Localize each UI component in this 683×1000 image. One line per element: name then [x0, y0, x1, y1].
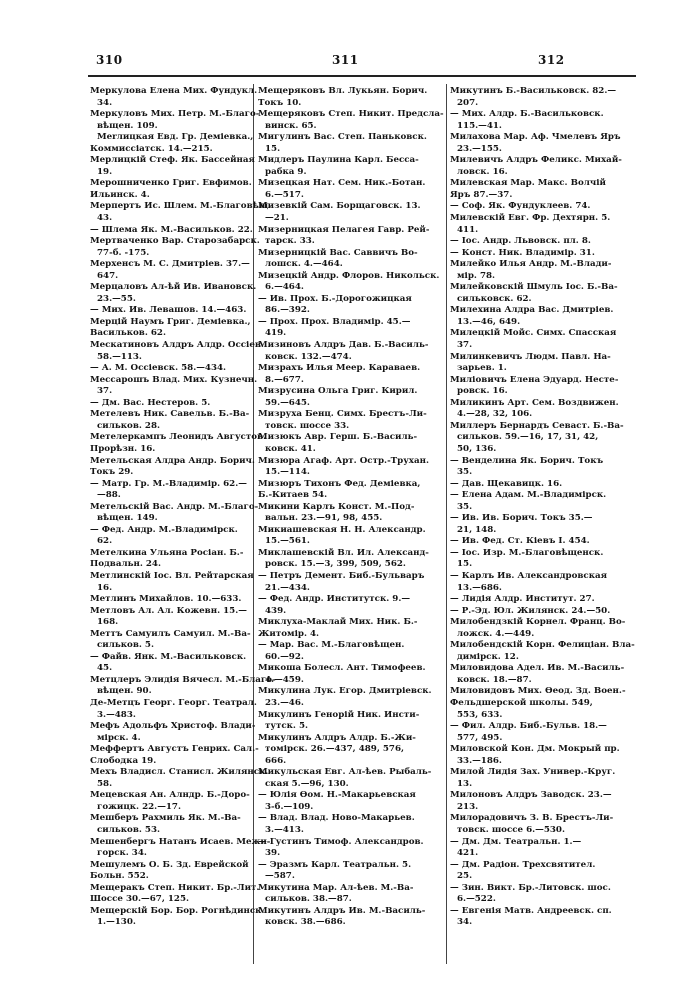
directory-entry-line: Милейковскій Шмуль Іос. Б.-Ва-: [450, 282, 618, 293]
directory-entry-line: — Мар. Вас. М.-Благовѣщен.: [258, 640, 405, 651]
directory-entry-line: Метлинскій Іос. Вл. Рейтарская: [90, 570, 254, 581]
directory-entry-line: тутск. 5.: [265, 721, 309, 732]
directory-entry-line: — Мих. Алдр. Б.-Васильковск.: [450, 109, 604, 120]
directory-column-3: [450, 86, 638, 966]
directory-entry-line: Б.-Китаев 54.: [258, 490, 328, 501]
directory-entry-line: рабка 9.: [265, 166, 307, 177]
directory-entry-line: Милехина Алдра Вас. Дмитріев.: [450, 305, 614, 316]
directory-entry-line: Милобендзкій Корнел. Франц. Во-: [450, 617, 626, 628]
directory-entry-line: Микутинъ Алдръ Ив. М.-Василь-: [258, 905, 426, 916]
header-rule: [88, 75, 636, 77]
directory-entry-line: вѣщен. 90.: [97, 686, 152, 697]
directory-entry-line: —587.: [265, 871, 295, 882]
directory-entry-line: Больн. 552.: [90, 871, 149, 882]
directory-entry-line: 21, 148.: [457, 524, 497, 535]
directory-entry-line: Мешулемъ О. Б. Зд. Еврейской: [90, 859, 249, 870]
directory-entry-line: ровск. 15.—3, 399, 509, 562.: [265, 559, 406, 570]
directory-entry-line: — Фед. Андр. М.-Владимірск.: [90, 524, 238, 535]
directory-entry-line: Мещерскій Бор. Бор. Рогнѣдинск.: [90, 905, 265, 916]
directory-entry-line: Микиашевская Н. Н. Александр.: [258, 524, 426, 535]
directory-entry-line: Мизецкая Нат. Сем. Ник.-Ботан.: [258, 178, 426, 189]
directory-entry-line: Милоновъ Алдръ Заводск. 23.—: [450, 790, 612, 801]
directory-entry-line: Миликинъ Арт. Сем. Воздвижен.: [450, 397, 619, 408]
directory-entry-line: Токъ 29.: [90, 467, 134, 478]
directory-entry-line: Метельская Алдра Андр. Борич.: [90, 455, 255, 466]
directory-entry-line: 207.: [457, 97, 479, 108]
directory-entry-line: 13.: [457, 778, 473, 789]
directory-entry-line: — Густинъ Тимоф. Александров.: [258, 836, 424, 847]
directory-entry-line: Метлинъ Михайлов. 10.—633.: [90, 594, 242, 605]
directory-entry-line: Метелеркампъ Леонидъ Августов.: [90, 432, 267, 443]
directory-entry-line: Микутина Мар. Ал-ѣев. М.-Ва-: [258, 882, 414, 893]
directory-entry-line: Микулина Лук. Егор. Дмитріевск.: [258, 686, 432, 697]
directory-entry-line: Миловской Кон. Дм. Мокрый пр.: [450, 744, 620, 755]
directory-entry-line: сильков. 28.: [97, 420, 161, 431]
page-number-middle: 311: [332, 53, 359, 67]
directory-entry-line: Мешберъ Рахмиль Як. М.-Ва-: [90, 813, 241, 824]
directory-entry-line: Миклашевскій Вл. Ил. Александ-: [258, 547, 429, 558]
directory-entry-line: 553, 633.: [457, 709, 503, 720]
directory-entry-line: Мерошниченко Григ. Евфимов.: [90, 178, 252, 189]
page-number-left: 310: [96, 53, 123, 67]
directory-entry-line: — Прох. Прох. Владимір. 45.—: [258, 316, 411, 327]
directory-entry-line: Меффертъ Августъ Генрих. Сал.-: [90, 744, 259, 755]
directory-entry-line: Яръ 87.—37.: [450, 189, 513, 200]
directory-entry-line: сильковск. 62.: [457, 293, 532, 304]
directory-entry-line: Васильков. 62.: [90, 328, 166, 339]
directory-entry-line: 15.: [457, 559, 473, 570]
directory-entry-line: 60.—92.: [265, 651, 304, 662]
directory-entry-line: томірск. 26.—437, 489, 576,: [265, 744, 405, 755]
directory-entry-line: гожицк. 22.—17.: [97, 801, 181, 812]
directory-entry-line: 34.: [97, 97, 113, 108]
directory-entry-line: — Карлъ Ив. Александровская: [450, 570, 608, 581]
directory-entry-line: Милевичъ Алдръ Феликс. Михай-: [450, 155, 622, 166]
directory-entry-line: Мизерницкій Вас. Саввичъ Во-: [258, 247, 418, 258]
directory-entry-line: Житомір. 4.: [258, 628, 320, 639]
directory-entry-line: димірск. 12.: [457, 651, 519, 662]
directory-entry-line: Мехъ Владисл. Станисл. Жилянск.: [90, 767, 269, 778]
directory-entry-line: 59.—645.: [265, 397, 310, 408]
directory-entry-line: 15.—114.: [265, 467, 310, 478]
directory-entry-line: — Венделина Як. Борич. Токъ: [450, 455, 604, 466]
directory-entry-line: Мизруха Бенц. Симх. Брестъ-Ли-: [258, 409, 427, 420]
directory-entry-line: Миліовичъ Елена Эдуард. Несте-: [450, 374, 619, 385]
directory-entry-line: ковск. 132.—474.: [265, 351, 352, 362]
directory-entry-line: Микулинъ Генорій Ник. Инсти-: [258, 709, 420, 720]
directory-entry-line: Микутинъ Б.-Васильковск. 82.—: [450, 86, 617, 96]
directory-entry-line: Микульская Евг. Ал-ѣев. Рыбаль-: [258, 767, 432, 778]
directory-entry-line: Мерцій Наумъ Григ. Деміевка.,: [90, 316, 251, 327]
directory-entry-line: — Р.-Эд. Юл. Жилянск. 24.—50.: [450, 605, 611, 616]
directory-entry-line: Мизиновъ Алдръ Дав. Б.-Василь-: [258, 340, 429, 351]
directory-entry-line: Меркулова Елена Мих. Фундукл.: [90, 86, 258, 96]
directory-entry-line: Токъ 10.: [258, 97, 302, 108]
directory-entry-line: Метловъ Ал. Ал. Кожевн. 15.—: [90, 605, 247, 616]
directory-entry-line: 35.: [457, 501, 473, 512]
directory-entry-line: — Елена Адам. М.-Владимірск.: [450, 490, 607, 501]
directory-entry-line: — Ив. Ив. Борич. Токъ 35.—: [450, 513, 593, 524]
directory-entry-line: 34.: [457, 917, 473, 928]
directory-entry-line: 23.—155.: [457, 143, 502, 154]
directory-entry-line: — Матр. Гр. М.-Владимір. 62.—: [90, 478, 247, 489]
directory-entry-line: Мизецкій Андр. Флоров. Никольск.: [258, 270, 440, 281]
directory-entry-line: Merлицкая Евд. Гр. Деміевка.,: [97, 132, 254, 143]
directory-entry-line: — Іос. Андр. Львовск. пл. 8.: [450, 236, 591, 247]
directory-entry-line: Мещеряковъ Степ. Никит. Предсла-: [258, 109, 444, 120]
directory-entry-line: 39.: [265, 848, 281, 859]
directory-entry-line: Мизюръ Тихонъ Фед. Деміевка,: [258, 478, 421, 489]
directory-entry-line: — Зин. Викт. Бр.-Литовск. шос.: [450, 882, 611, 893]
directory-entry-line: вѣщен. 109.: [97, 120, 158, 131]
directory-entry-line: 13.—46, 649.: [457, 316, 521, 327]
directory-entry-line: 37.: [457, 340, 473, 351]
directory-entry-line: 37.: [97, 386, 113, 397]
directory-entry-line: ская 5.—96, 130.: [265, 778, 349, 789]
directory-entry-line: Миклуха-Маклай Мих. Ник. Б.-: [258, 617, 418, 628]
directory-entry-line: 33.—186.: [457, 755, 502, 766]
directory-entry-line: товск. шоссе 33.: [265, 420, 350, 431]
directory-entry-line: Подвальн. 24.: [90, 559, 161, 570]
directory-entry-line: 50, 136.: [457, 443, 497, 454]
directory-entry-line: Мизерницкая Пелагея Гавр. Рей-: [258, 224, 430, 235]
directory-entry-line: 15.: [265, 143, 281, 154]
directory-entry-line: Мизюкъ Авр. Герш. Б.-Василь-: [258, 432, 418, 443]
directory-entry-line: тарск. 33.: [265, 236, 315, 247]
directory-entry-line: Миловидова Адел. Ив. М.-Василь-: [450, 663, 625, 674]
directory-entry-line: Милецкій Мойс. Симх. Спасская: [450, 328, 617, 339]
directory-entry-line: Милевская Мар. Макс. Волчій: [450, 178, 606, 189]
directory-entry-line: Мецевская Ан. Алндр. Б.-Доро-: [90, 790, 250, 801]
page-number-right: 312: [538, 53, 565, 67]
directory-entry-line: ровск. 16.: [457, 386, 508, 397]
directory-entry-line: ложск. 4.—449.: [457, 628, 535, 639]
directory-entry-line: —88.: [97, 490, 121, 501]
directory-entry-line: 1.—130.: [97, 917, 136, 928]
directory-entry-line: 62.: [97, 536, 113, 547]
directory-entry-line: 421.: [457, 848, 479, 859]
directory-entry-line: 35.: [457, 467, 473, 478]
directory-entry-line: — Фед. Андр. Институтск. 9.—: [258, 594, 411, 605]
directory-entry-line: Мидлеръ Паулина Карл. Бесса-: [258, 155, 419, 166]
directory-entry-line: Де-Метцъ Георг. Георг. Театрал.: [90, 697, 257, 708]
directory-entry-line: — Файв. Янк. М.-Васильковск.: [90, 651, 247, 662]
directory-entry-line: — Соф. Як. Фундуклеев. 74.: [450, 201, 591, 212]
directory-entry-line: мір. 78.: [457, 270, 496, 281]
directory-entry-line: зарьев. 1.: [457, 363, 507, 374]
directory-entry-line: Фельдшерской школы. 549,: [450, 697, 593, 708]
directory-entry-line: 45.: [97, 663, 113, 674]
directory-entry-line: — Влад. Влад. Ново-Макарьев.: [258, 813, 415, 824]
directory-entry-line: 213.: [457, 801, 479, 812]
directory-entry-line: лошск. 4.—464.: [265, 259, 343, 270]
directory-entry-line: Микоша Болесл. Ант. Тимофеев.: [258, 663, 426, 674]
directory-entry-line: —21.: [265, 213, 289, 224]
directory-entry-line: Ильинск. 4.: [90, 189, 150, 200]
directory-entry-line: 13.—686.: [457, 582, 502, 593]
directory-entry-line: Мерлицкій Стеф. Як. Бассейная: [90, 155, 255, 166]
directory-entry-line: — Петръ Демент. Биб.-Бульваръ: [258, 570, 425, 581]
directory-entry-line: — Дм. Дм. Театральн. 1.—: [450, 836, 582, 847]
directory-entry-line: Мешенбергъ Натанъ Исаев. Межи-: [90, 836, 271, 847]
directory-entry-line: товск. шоссе 6.—530.: [457, 825, 566, 835]
directory-entry-line: 43.: [97, 213, 113, 224]
directory-entry-line: 3.—483.: [97, 709, 136, 720]
directory-entry-line: — Конст. Ник. Владимір. 31.: [450, 247, 595, 258]
directory-entry-line: 3.—413.: [265, 825, 304, 835]
directory-entry-line: 3-б.—109.: [265, 801, 314, 812]
directory-entry-line: ковск. 41.: [265, 443, 316, 454]
directory-entry-line: Метцлеръ Элидія Вячесл. М.-Благо-: [90, 674, 276, 685]
column-divider: [253, 84, 254, 964]
directory-entry-line: Милобендскій Корн. Фелиціан. Вла-: [450, 640, 635, 651]
directory-entry-line: 647.: [97, 270, 119, 281]
directory-entry-line: Миловидовъ Мих. Ѳеод. Зд. Воен.-: [450, 686, 626, 697]
directory-entry-line: — Эразмъ Карл. Театральн. 5.: [258, 859, 412, 870]
directory-entry-line: 577, 495.: [457, 732, 503, 743]
directory-entry-line: сильков. 38.—87.: [265, 894, 352, 905]
directory-column-2: [258, 86, 442, 966]
directory-entry-line: Мизюра Агаф. Арт. Остр.-Трухан.: [258, 455, 429, 466]
directory-entry-line: — Ив. Прох. Б.-Дорогожицкая: [258, 293, 412, 304]
directory-entry-line: 58.: [97, 778, 113, 789]
directory-entry-line: 23.—55.: [97, 293, 136, 304]
directory-entry-line: Мертваченко Вар. Старозабарск.: [90, 236, 260, 247]
directory-entry-line: Слободка 19.: [90, 755, 157, 766]
directory-entry-line: Меттъ Самуилъ Самуил. М.-Ва-: [90, 628, 251, 639]
directory-entry-line: горск. 34.: [97, 848, 147, 859]
directory-entry-line: 4.—28, 32, 106.: [457, 409, 533, 420]
directory-entry-line: Мещеракъ Степ. Никит. Бр.-Лит.: [90, 882, 260, 893]
directory-entry-line: Мигулинъ Вас. Степ. Паньковск.: [258, 132, 427, 143]
directory-entry-line: Милой Лидія Зах. Универ.-Круг.: [450, 767, 616, 778]
directory-entry-line: 77-б. -175.: [97, 247, 150, 258]
directory-entry-line: Мефъ Адольфъ Христоф. Влади-: [90, 721, 256, 732]
directory-entry-line: — Фил. Алдр. Биб.-Бульв. 18.—: [450, 721, 607, 732]
directory-entry-line: Метелкина Ульяна Росіан. Б.-: [90, 547, 244, 558]
directory-entry-line: вѣщен. 149.: [97, 513, 158, 524]
directory-entry-line: Мизрусина Ольга Григ. Кирил.: [258, 386, 418, 397]
directory-entry-line: Микини Карлъ Конст. М.-Под-: [258, 501, 415, 512]
directory-entry-line: вальн. 23.—91, 98, 455.: [265, 513, 383, 524]
directory-entry-line: 8.—677.: [265, 374, 304, 385]
directory-entry-line: — Шлема Як. М.-Васильков. 22.: [90, 224, 253, 235]
directory-entry-line: Мизевкій Сам. Борщаговск. 13.: [258, 201, 421, 212]
directory-entry-line: Мещеряковъ Вл. Лукьян. Борич.: [258, 86, 428, 96]
directory-entry-line: Мессарошъ Влад. Мих. Кузнечн.: [90, 374, 258, 385]
directory-entry-line: сильков. 5.: [97, 640, 154, 651]
directory-entry-line: ковск. 38.—686.: [265, 917, 346, 928]
directory-entry-line: 666.: [265, 755, 287, 766]
directory-entry-line: 6.—517.: [265, 189, 304, 200]
directory-entry-line: Мескатиновъ Алдръ Алдр. Оссіев.: [90, 340, 264, 351]
directory-entry-line: Прорѣзн. 16.: [90, 443, 156, 454]
directory-entry-line: — Іос. Изр. М.-Благовѣщенск.: [450, 547, 604, 558]
directory-entry-line: 6.—464.: [265, 282, 304, 293]
directory-entry-line: сильков. 59.—16, 17, 31, 42,: [457, 432, 599, 443]
column-divider: [446, 84, 447, 964]
directory-entry-line: Милевскій Евг. Фр. Дехтярн. 5.: [450, 213, 611, 224]
directory-entry-line: Метельскій Вас. Андр. М.-Благо-: [90, 501, 259, 512]
directory-entry-line: 168.: [97, 617, 119, 628]
directory-entry-line: 23.—46.: [265, 697, 304, 708]
directory-entry-line: ковск. 18.—87.: [457, 674, 532, 685]
directory-entry-line: Микулинъ Алдръ Алдр. Б.-Жи-: [258, 732, 416, 743]
directory-entry-line: — А. М. Оссіевск. 58.—434.: [90, 363, 227, 374]
directory-entry-line: Милахова Мар. Аф. Чмелевъ Яръ: [450, 132, 621, 143]
directory-entry-line: 411.: [457, 224, 479, 235]
directory-entry-line: Милейко Илья Андр. М.-Влади-: [450, 259, 612, 270]
directory-entry-line: — Лидія Алдр. Институт. 27.: [450, 594, 595, 605]
directory-entry-line: 19.: [97, 166, 113, 177]
directory-entry-line: Мерцаловъ Ал-ѣй Ив. Ивановск.: [90, 282, 257, 293]
directory-entry-line: 4.—459.: [265, 674, 304, 685]
directory-entry-line: 86.—392.: [265, 305, 310, 316]
directory-entry-line: Мерпертъ Ис. Шлем. М.-Благовѣщ.: [90, 201, 272, 212]
directory-entry-line: 25.: [457, 871, 473, 882]
directory-entry-line: 115.—41.: [457, 120, 502, 131]
directory-entry-line: Шоссе 30.—67, 125.: [90, 894, 190, 905]
directory-entry-line: — Мих. Ив. Левашов. 14.—463.: [90, 305, 247, 316]
directory-entry-line: 439.: [265, 605, 287, 616]
directory-entry-line: — Юлія Ѳом. Н.-Макарьевская: [258, 790, 416, 801]
directory-entry-line: 6.—522.: [457, 894, 496, 905]
directory-entry-line: Мизрахъ Илья Меер. Караваев.: [258, 363, 421, 374]
directory-entry-line: 58.—113.: [97, 351, 142, 362]
directory-entry-line: сильков. 53.: [97, 825, 161, 835]
directory-entry-line: — Дм. Вас. Нестеров. 5.: [90, 397, 211, 408]
directory-entry-line: винск. 65.: [265, 120, 317, 131]
directory-entry-line: Мерхенсъ М. С. Дмитріев. 37.—: [90, 259, 250, 270]
directory-entry-line: Милорадовичъ З. В. Брестъ-Ли-: [450, 813, 614, 824]
directory-entry-line: — Дм. Радіон. Трехсвятител.: [450, 859, 596, 870]
directory-entry-line: Миллеръ Бернардъ Севаст. Б.-Ва-: [450, 420, 624, 431]
directory-entry-line: 15.—561.: [265, 536, 310, 547]
directory-entry-line: 419.: [265, 328, 287, 339]
directory-entry-line: мірск. 4.: [97, 732, 141, 743]
directory-entry-line: Метелевъ Ник. Савельв. Б.-Ва-: [90, 409, 250, 420]
directory-entry-line: 21.—434.: [265, 582, 310, 593]
directory-entry-line: 16.: [97, 582, 113, 593]
directory-entry-line: — Ив. Фед. Ст. Кіевъ I. 454.: [450, 536, 590, 547]
directory-entry-line: — Дав. Щекавицк. 16.: [450, 478, 563, 489]
directory-entry-line: Милинкевичъ Людм. Павл. На-: [450, 351, 611, 362]
directory-entry-line: — Евгенія Матв. Андреевск. сп.: [450, 905, 612, 916]
directory-entry-line: ловск. 16.: [457, 166, 508, 177]
directory-entry-line: Коммиссіатск. 14.—215.: [90, 143, 213, 154]
directory-entry-line: Меркуловъ Мих. Петр. М.-Благо-: [90, 109, 260, 120]
